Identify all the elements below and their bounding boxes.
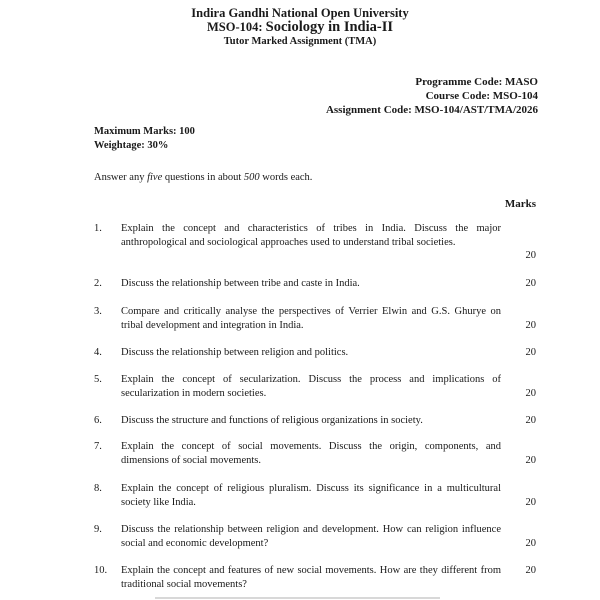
maximum-marks: Maximum Marks: 100 [94,126,195,137]
question-text: Discuss the relationship between religion and development. How can religion influence social and economic development? [121,524,501,549]
question-text: Discuss the relationship between religion and politics. [121,347,349,358]
assignment-type: Tutor Marked Assignment (TMA) [223,36,377,47]
question-number: 3. [94,306,102,317]
question-marks: 20 [525,496,536,508]
question-marks: 20 [525,319,536,331]
university-name: Indira Gandhi National Open University [191,6,409,20]
question-marks: 20 [525,415,536,426]
course-code-prefix: MSO-104: [206,20,266,34]
question-marks: 20 [525,454,536,466]
course-code: Course Code: MSO-104 [425,90,538,102]
question-marks: 20 [525,565,536,576]
question-text: Explain the concept of religious pluralism. Discuss its significance in a multicultural society like India. [121,483,501,508]
question-number: 2. [94,278,102,289]
question-marks: 20 [525,278,536,289]
instruction-text: Answer any [94,172,148,183]
course-title: Sociology in India-II [265,19,393,35]
marks-column-header: Marks [504,198,536,210]
question-text: Explain the concept and characteristics of tribes in India. Discuss the major anthropological and sociological approaches used to understand tribal societies. [121,223,501,248]
instruction-words: 500 [243,172,260,183]
assignment-code: Assignment Code: MSO-104/AST/TMA/2026 [325,104,538,116]
code-block [326,75,538,117]
question-text: Discuss the relationship between tribe and caste in India. [121,278,360,289]
question-marks: 20 [525,387,536,399]
question-number: 5. [94,374,102,385]
question-text: Compare and critically analyse the perspectives of Verrier Elwin and G.S. Ghurye on tribal development and integration in India. [121,306,501,331]
question-number: 6. [94,415,102,426]
question-marks: 20 [525,347,536,358]
document-header [0,6,600,49]
question-number: 9. [94,524,102,535]
page-bottom-artifact [155,597,440,599]
question-marks: 20 [525,537,536,549]
question-number: 7. [94,441,102,452]
weightage: Weightage: 30% [94,140,169,151]
marks-info [94,125,195,153]
question-number: 10. [94,565,108,576]
question-number: 1. [94,223,102,234]
question-number: 8. [94,483,102,494]
question-marks: 20 [525,250,536,261]
instruction-text: questions in about [162,172,244,183]
question-text: Explain the concept of social movements. Discuss the origin, components, and dimensions of social movements. [121,441,501,466]
course-title-line [0,20,600,35]
question-number: 4. [94,347,102,358]
question-text: Explain the concept of secularization. Discuss the process and implications of secularization in modern societies. [121,374,501,399]
question-text: Discuss the structure and functions of religious organizations in society. [121,415,423,426]
programme-code: Programme Code: MASO [415,76,538,88]
question-text: Explain the concept and features of new social movements. How are they different from traditional social movements? [121,565,501,590]
instruction-count: five [147,172,163,183]
instruction [94,171,312,185]
instruction-text: words each. [259,172,313,183]
